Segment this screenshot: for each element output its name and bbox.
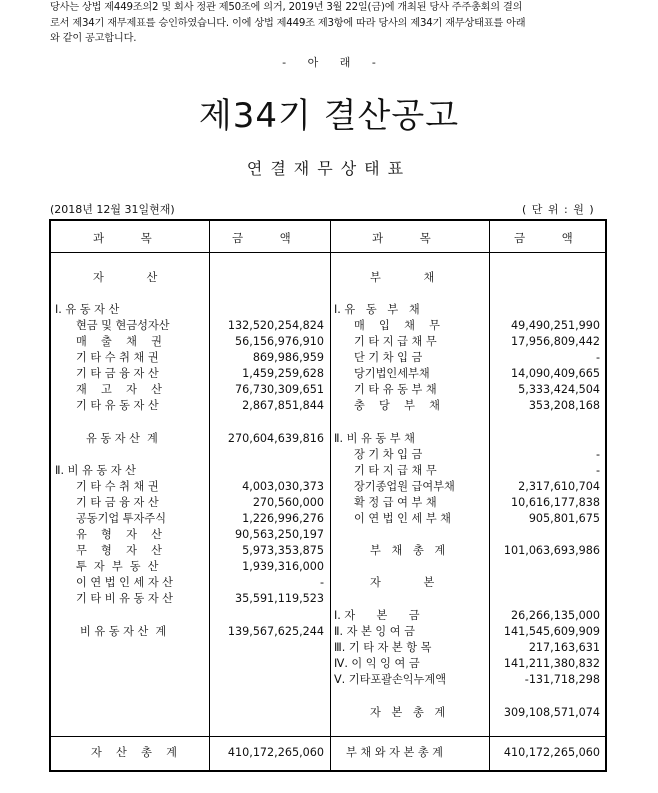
page-title: 제34기 결산공고 [198, 96, 460, 136]
account-label: Ⅳ. 이 익 잉 여 금 [334, 657, 420, 670]
column-divider [330, 219, 331, 772]
subtotal-noncurrent-assets-label: 비 유 동 자 산 계 [80, 625, 167, 638]
total-liabilities-label: 부 채 총 계 [370, 544, 446, 557]
header-subject-left: 과 목 [93, 231, 152, 245]
account-label: 확 정 급 여 부 채 [354, 496, 437, 509]
intro-line: 와 같이 공고합니다. [50, 33, 137, 44]
account-amount: 56,156,976,910 [235, 335, 324, 348]
account-amount: 49,490,251,990 [511, 319, 600, 332]
statement-title: 연결재무상태표 [246, 159, 412, 178]
account-label: 매 출 채 권 [76, 335, 162, 348]
account-amount: - [595, 464, 600, 477]
account-label: Ⅲ. 기 타 자 본 항 목 [334, 641, 432, 654]
account-label: 이 연 법 인 세 자 산 [76, 576, 173, 589]
intro-paragraph [50, 0, 650, 47]
account-amount: 132,520,254,824 [227, 319, 324, 332]
total-assets-amount: 410,172,265,060 [227, 746, 324, 759]
account-label: 기 타 비 유 동 자 산 [76, 592, 173, 605]
group-current-liabilities: Ⅰ. 유 동 부 채 [334, 303, 420, 316]
intro-line: 당사는 상법 제449조의2 및 회사 정관 제50조에 의거, 2019년 3월 22일(금)에 개최된 당사 주주총회의 결의 [50, 2, 523, 13]
account-amount: 270,560,000 [252, 496, 324, 509]
total-equity-amount: 309,108,571,074 [503, 706, 600, 719]
account-amount: 869,986,959 [252, 351, 324, 364]
account-label: Ⅰ. 자 본 금 [334, 609, 420, 622]
account-label: 기 타 지 급 채 무 [354, 464, 437, 477]
account-label: 기 타 수 취 채 권 [76, 351, 159, 364]
account-label: 기 타 지 급 채 무 [354, 335, 437, 348]
account-label: Ⅱ. 자 본 잉 여 금 [334, 625, 415, 638]
header-amount-left: 금 액 [232, 231, 291, 245]
account-amount: 10,616,177,838 [511, 496, 600, 509]
header-subject-right: 과 목 [372, 231, 431, 245]
account-label: 기 타 금 융 자 산 [76, 496, 159, 509]
section-liabilities: 부 채 [370, 271, 435, 284]
header-amount-right: 금 액 [514, 231, 573, 245]
total-liabilities-amount: 101,063,693,986 [503, 544, 600, 557]
account-label: 공동기업 투자주식 [76, 512, 167, 525]
account-label: 충 당 부 채 [354, 399, 440, 412]
subtotal-noncurrent-assets-amount: 139,567,625,244 [227, 625, 324, 638]
account-label: Ⅴ. 기타포괄손익누계액 [334, 673, 447, 686]
total-assets-label: 자 산 총 계 [91, 746, 177, 759]
account-amount: - [595, 448, 600, 461]
account-label: 무 형 자 산 [76, 544, 162, 557]
account-amount: 1,939,316,000 [242, 560, 324, 573]
account-label: 유 형 자 산 [76, 528, 162, 541]
account-amount: 2,317,610,704 [518, 480, 600, 493]
account-label: 기 타 유 동 자 산 [76, 399, 159, 412]
account-amount: 5,333,424,504 [518, 383, 600, 396]
account-amount: - [595, 351, 600, 364]
account-amount: 353,208,168 [528, 399, 600, 412]
account-amount: 26,266,135,000 [511, 609, 600, 622]
account-amount: 5,973,353,875 [242, 544, 324, 557]
account-label: 기 타 유 동 부 채 [354, 383, 437, 396]
account-label: 기 타 금 융 자 산 [76, 367, 159, 380]
account-label: 기 타 수 취 채 권 [76, 480, 159, 493]
account-amount: 35,591,119,523 [235, 592, 324, 605]
account-amount: - [319, 576, 324, 589]
account-amount: 141,211,380,832 [503, 657, 600, 670]
header-divider [49, 252, 607, 253]
unit-note: ( 단 위 : 원 ) [522, 203, 595, 216]
account-amount: 14,090,409,665 [511, 367, 600, 380]
group-noncurrent-liabilities: Ⅱ. 비 유 동 부 채 [334, 432, 415, 445]
account-label: 재 고 자 산 [76, 383, 162, 396]
account-amount: 141,545,609,909 [503, 625, 600, 638]
account-label: 이 연 법 인 세 부 채 [354, 512, 451, 525]
account-amount: 217,163,631 [528, 641, 600, 654]
total-divider [49, 736, 607, 737]
below-marker: - 아 래 - [282, 56, 376, 69]
group-noncurrent-assets: Ⅱ. 비 유 동 자 산 [55, 464, 136, 477]
total-liabilities-equity-amount: 410,172,265,060 [503, 746, 600, 759]
account-label: 투 자 부 동 산 [76, 560, 159, 573]
account-label: 현금 및 현금성자산 [76, 319, 170, 332]
account-amount: 4,003,030,373 [242, 480, 324, 493]
account-amount: 17,956,809,442 [511, 335, 600, 348]
account-amount: 905,801,675 [528, 512, 600, 525]
account-amount: 1,226,996,276 [242, 512, 324, 525]
intro-line: 로서 제34기 재무제표를 승인하였습니다. 이에 상법 제449조 제3항에 따라 당사의 제34기 재무상태표를 아래 [50, 17, 526, 29]
total-equity-label: 자 본 총 계 [370, 706, 446, 719]
account-label: 당기법인세부채 [354, 367, 430, 380]
account-amount: 2,867,851,844 [242, 399, 324, 412]
account-amount: 90,563,250,197 [235, 528, 324, 541]
subtotal-current-assets-label: 유 동 자 산 계 [86, 432, 158, 445]
account-amount: -131,718,298 [524, 673, 600, 686]
account-label: 매 입 채 무 [354, 319, 440, 332]
total-liabilities-equity-label: 부 채 와 자 본 총 계 [346, 746, 443, 759]
section-assets: 자 산 [93, 271, 158, 284]
date-note: (2018년 12월 31일현재) [50, 203, 175, 216]
section-equity: 자 본 [370, 576, 435, 589]
subtotal-current-assets-amount: 270,604,639,816 [227, 432, 324, 445]
account-label: 장 기 차 입 금 [354, 448, 423, 461]
group-current-assets: Ⅰ. 유 동 자 산 [55, 303, 120, 316]
account-label: 장기종업원 급여부채 [354, 480, 455, 493]
account-label: 단 기 차 입 금 [354, 351, 423, 364]
account-amount: 76,730,309,651 [235, 383, 324, 396]
account-amount: 1,459,259,628 [242, 367, 324, 380]
